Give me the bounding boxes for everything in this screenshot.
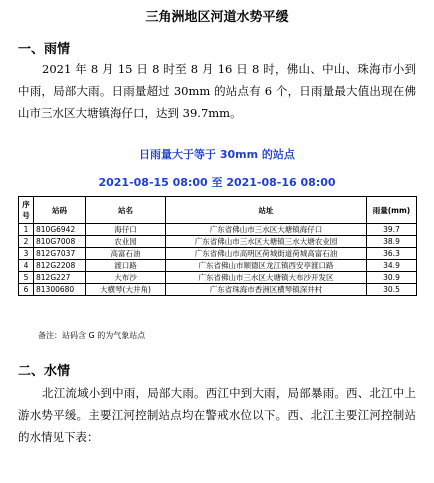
cell-code: 810G6942: [34, 224, 86, 236]
table-row: [19, 236, 417, 248]
section-heading-rain: 一、雨情: [18, 42, 71, 57]
cell-rain: 30.5: [367, 284, 417, 296]
cell-name: 渡口路: [86, 260, 166, 272]
header-code: 站码: [34, 197, 86, 224]
cell-rain: 39.7: [367, 224, 417, 236]
cell-no: 1: [19, 224, 34, 236]
header-no: 序号: [19, 197, 34, 224]
cell-no: 2: [19, 236, 34, 248]
cell-address: 广东省佛山市高明区荷城街道荷城高富石油: [166, 248, 367, 260]
cell-name: 大横琴(大井角): [86, 284, 166, 296]
cell-no: 4: [19, 260, 34, 272]
header-name: 站名: [86, 197, 166, 224]
cell-rain: 30.9: [367, 272, 417, 284]
cell-address: 广东省佛山市三水区大塘镇三水大塘农业园: [166, 236, 367, 248]
cell-code: 810G7008: [34, 236, 86, 248]
table-row: [19, 224, 417, 236]
cell-no: 6: [19, 284, 34, 296]
table-period: 2021-08-15 08:00 至 2021-08-16 08:00: [98, 176, 336, 189]
rain-paragraph: 2021 年 8 月 15 日 8 时至 8 月 16 日 8 时，佛山、中山、珠海市小到中雨，局部大雨。日雨量超过 30mm 的站点有 6 个，日雨量最大值出现在佛山市三水区大塘镇海仔口，达到 39.7mm。: [18, 62, 416, 120]
cell-rain: 34.9: [367, 260, 417, 272]
section-heading-water: 二、水情: [18, 364, 71, 379]
table-row: [19, 284, 417, 296]
cell-address: 广东省佛山市三水区大塘镇大布沙开发区: [166, 272, 367, 284]
document-title: 三角洲地区河道水势平缓: [145, 10, 289, 25]
cell-code: 812G7037: [34, 248, 86, 260]
header-rain: 雨量(mm): [367, 197, 417, 224]
table-row: [19, 248, 417, 260]
table-row: [19, 272, 417, 284]
cell-address: 广东省珠海市香洲区横琴镇深井村: [166, 284, 367, 296]
cell-rain: 36.3: [367, 248, 417, 260]
table-note: 备注：站码含 G 的为气象站点: [38, 331, 146, 340]
table-caption: 日雨量大于等于 30mm 的站点: [139, 148, 295, 161]
cell-name: 农业园: [86, 236, 166, 248]
table-row: [19, 260, 417, 272]
rainfall-table: [18, 196, 417, 296]
cell-address: 广东省佛山市顺德区龙江镇西安亭渡口路: [166, 260, 367, 272]
cell-address: 广东省佛山市三水区大塘镇海仔口: [166, 224, 367, 236]
table-header-row: [19, 197, 417, 224]
cell-code: 81300680: [34, 284, 86, 296]
cell-no: 5: [19, 272, 34, 284]
cell-code: 812G227: [34, 272, 86, 284]
cell-name: 海仔口: [86, 224, 166, 236]
header-address: 站址: [166, 197, 367, 224]
water-paragraph: 北江流域小到中雨，局部大雨。西江中到大雨，局部暴雨。西、北江中上游水势平缓。主要江河控制站点均在警戒水位以下。西、北江主要江河控制站的水情见下表：: [18, 386, 416, 444]
cell-no: 3: [19, 248, 34, 260]
cell-rain: 38.9: [367, 236, 417, 248]
cell-name: 高富石油: [86, 248, 166, 260]
cell-name: 大布沙: [86, 272, 166, 284]
cell-code: 812G2208: [34, 260, 86, 272]
